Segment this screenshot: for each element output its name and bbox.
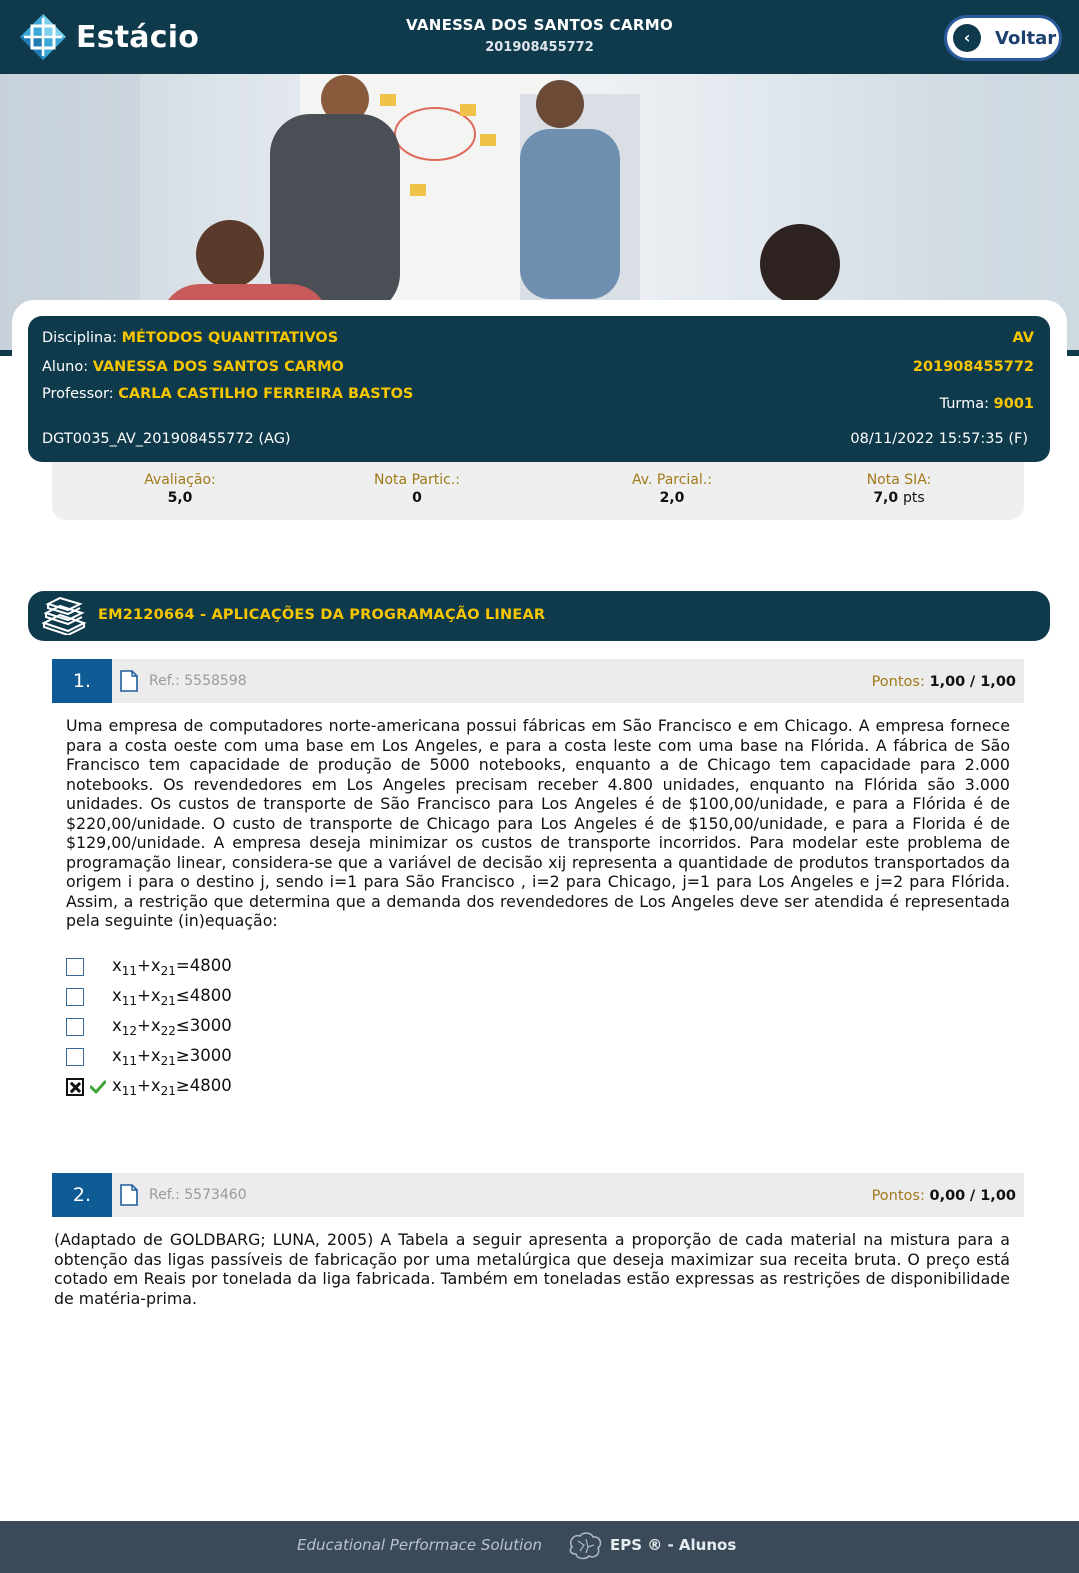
footer-brand: EPS ® - Alunos	[610, 1536, 737, 1554]
option-rel: ≥3000	[175, 1046, 232, 1065]
question-header-2	[52, 1173, 1024, 1217]
grade-label: Av. Parcial.:	[632, 472, 712, 488]
points-value: 1,00	[929, 674, 966, 690]
question-header-1	[52, 659, 1024, 703]
document-icon[interactable]	[120, 670, 138, 692]
question-ref	[149, 1187, 247, 1203]
grade-value: 5,0	[167, 490, 193, 506]
option-3[interactable]	[66, 1015, 232, 1039]
option-a: x	[112, 1076, 122, 1095]
option-a: x	[112, 956, 122, 975]
grade-nota-partic	[337, 472, 497, 506]
back-button-label: Voltar	[995, 27, 1057, 49]
option-b-sub: 21	[160, 964, 176, 978]
option-expression	[112, 1076, 232, 1098]
checkbox[interactable]	[66, 988, 84, 1006]
checkbox[interactable]	[66, 1048, 84, 1066]
option-expression	[112, 986, 232, 1008]
option-rel: ≤4800	[175, 986, 232, 1005]
aluno-row	[42, 359, 344, 375]
brain-icon	[566, 1531, 604, 1561]
grade-label: Nota SIA:	[866, 472, 932, 488]
document-icon[interactable]	[120, 1184, 138, 1206]
option-expression	[112, 956, 232, 978]
ref-value: 5573460	[184, 1187, 247, 1203]
option-a-sub: 12	[121, 1024, 138, 1038]
option-a: x	[112, 1046, 122, 1065]
option-rel: =4800	[175, 956, 232, 975]
points-max: / 1,00	[969, 1188, 1016, 1204]
student-name: VANESSA DOS SANTOS CARMO	[405, 16, 673, 34]
question-ref	[149, 673, 247, 689]
grade-value: 7,0	[873, 490, 899, 506]
checkbox[interactable]	[66, 1018, 84, 1036]
points-value: 0,00	[929, 1188, 966, 1204]
points-max: / 1,00	[969, 674, 1016, 690]
option-1[interactable]	[66, 955, 232, 979]
option-expression	[112, 1046, 232, 1068]
professor-row	[42, 386, 413, 402]
disciplina-value: MÉTODOS QUANTITATIVOS	[121, 330, 339, 346]
option-2[interactable]	[66, 985, 232, 1009]
exam-type: AV	[1012, 330, 1034, 346]
footer	[0, 1521, 1079, 1573]
disciplina-label: Disciplina:	[42, 330, 117, 346]
section-header	[28, 591, 1050, 641]
grade-value: 0	[412, 490, 422, 506]
question-number: 1.	[52, 659, 112, 703]
aluno-label: Aluno:	[42, 359, 89, 375]
correct-check-icon	[90, 1080, 106, 1094]
question-number: 2.	[52, 1173, 112, 1217]
turma-label: Turma:	[939, 396, 990, 412]
option-b-sub: 21	[160, 1054, 176, 1068]
grade-unit: pts	[903, 490, 925, 506]
ref-label: Ref.:	[149, 1187, 180, 1203]
option-5[interactable]	[66, 1075, 232, 1099]
option-a: x	[112, 986, 122, 1005]
question-points	[872, 674, 1016, 690]
ref-value: 5558598	[184, 673, 247, 689]
option-b: x	[150, 986, 161, 1005]
grade-nota-sia	[819, 472, 979, 506]
grade-label: Avaliação:	[144, 472, 216, 488]
option-rel: ≥4800	[175, 1076, 232, 1095]
back-button[interactable]	[944, 15, 1062, 61]
option-a-sub: 11	[121, 1084, 138, 1098]
checkbox[interactable]	[66, 958, 84, 976]
option-b-sub: 21	[160, 1084, 176, 1098]
grade-value: 2,0	[659, 490, 685, 506]
question-text-2: (Adaptado de GOLDBARG; LUNA, 2005) A Tabela a seguir apresenta a proporção de cada material na mistura para a obtenção das ligas passíveis de fabricação por uma metalúrgica que deseja maximizar sua receita bruta. O preço está cotado em Reais por tonelada da liga fabricada. Também em toneladas estão expressas as restrições de disponibilidade de matéria-prima.	[54, 1230, 1010, 1308]
option-b: x	[150, 956, 161, 975]
points-label: Pontos:	[871, 674, 925, 690]
option-rel: ≤3000	[175, 1016, 232, 1035]
grade-avaliacao	[100, 472, 260, 506]
question-points	[872, 1188, 1016, 1204]
grade-value-row	[819, 490, 979, 506]
student-registration: 201908455772	[485, 40, 594, 55]
checked-box-icon[interactable]	[66, 1078, 84, 1096]
option-a-sub: 11	[121, 964, 138, 978]
option-b: x	[150, 1076, 161, 1095]
option-b-sub: 21	[160, 994, 176, 1008]
option-a: x	[112, 1016, 122, 1035]
option-b: x	[150, 1016, 161, 1035]
option-b-sub: 22	[160, 1024, 176, 1038]
grade-av-parcial	[592, 472, 752, 506]
grades-strip	[52, 462, 1024, 520]
section-title: EM2120664 - APLICAÇÕES DA PROGRAMAÇÃO LINEAR	[98, 607, 546, 623]
logo-text: Estácio	[76, 19, 200, 55]
books-icon	[38, 597, 88, 635]
hero-edge-left	[0, 350, 12, 356]
points-label: Pontos:	[871, 1188, 925, 1204]
option-op1: +	[137, 1016, 151, 1035]
turma-value: 9001	[993, 396, 1034, 412]
option-4[interactable]	[66, 1045, 232, 1069]
option-op1: +	[137, 1076, 151, 1095]
professor-value: CARLA CASTILHO FERREIRA BASTOS	[118, 386, 414, 402]
option-op1: +	[137, 1046, 151, 1065]
option-a-sub: 11	[121, 994, 138, 1008]
option-op1: +	[137, 956, 151, 975]
grade-label: Nota Partic.:	[374, 472, 460, 488]
option-b: x	[150, 1046, 161, 1065]
disciplina-row	[42, 330, 338, 346]
exam-code: DGT0035_AV_201908455772 (AG)	[42, 431, 291, 447]
user-header	[0, 16, 1079, 55]
professor-label: Professor:	[42, 386, 114, 402]
exam-datetime: 08/11/2022 15:57:35 (F)	[850, 431, 1028, 447]
top-bar	[0, 0, 1079, 74]
option-expression	[112, 1016, 232, 1038]
ref-label: Ref.:	[149, 673, 180, 689]
question-text-1: Uma empresa de computadores norte-americana possui fábricas em São Francisco e em Chicago. A empresa fornece para a costa oeste com uma base em Los Angeles, e para a costa leste com uma base na Flórida. A fábrica de São Francisco tem capacidade de produção de 5000 notebooks, enquanto a de Chicago tem capacidade para 2.000 notebooks. Os revendedores em Los Angeles precisam receber 4.800 unidades, enquanto na Flórida são 3.000 unidades. Os custos de transporte de São Francisco para Los Angeles é de $100,00/unidade, e para a Flórida é de $220,00/unidade. O custo de transporte de Chicago para Los Angeles é de $150,00/unidade, e para a Florida é de $129,00/unidade. A empresa deseja minimizar os custos de transporte incorridos. Para modelar este problema de programação linear, considera-se que a variável de decisão xij representa a quantidade de produtos transportados da origem i para o destino j, sendo i=1 para São Francisco , i=2 para Chicago, j=1 para Los Angeles e j=2 para Flórida. Assim, a restrição que determina que a demanda dos revendedores de Los Angeles deve ser atendida é representada pela seguinte (in)equação:	[66, 716, 1010, 930]
option-op1: +	[137, 986, 151, 1005]
matricula-value: 201908455772	[912, 359, 1034, 375]
chevron-left-icon: ‹	[953, 24, 981, 52]
hero-edge-right	[1067, 350, 1079, 356]
option-a-sub: 11	[121, 1054, 138, 1068]
exam-info-panel	[28, 316, 1050, 462]
turma-row	[940, 396, 1034, 412]
aluno-value: VANESSA DOS SANTOS CARMO	[92, 359, 344, 375]
footer-tagline: Educational Performace Solution	[297, 1536, 543, 1554]
